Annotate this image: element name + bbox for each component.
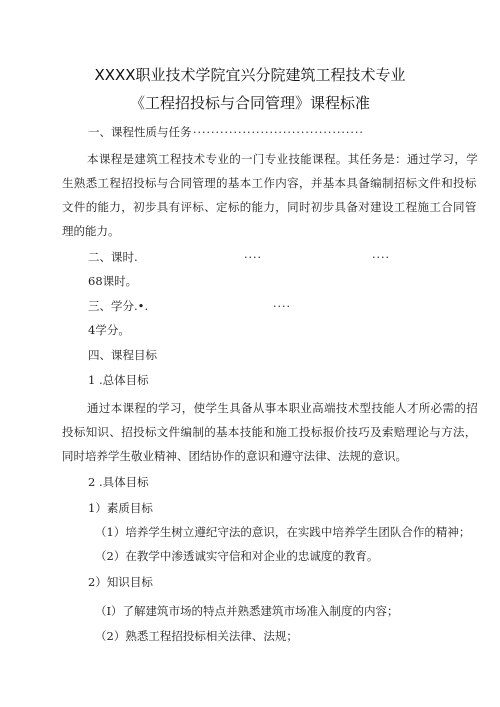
overall-goal-para-line-1: 通过本课程的学习，使学生具备从事本职业高端技术型技能人才所必需的招 xyxy=(87,401,479,415)
section-1-para-line-4: 理的能力。 xyxy=(62,224,120,238)
section-2-leader-dots-2: .... xyxy=(372,248,390,261)
section-1-para-line-2: 生熟悉工程招投标与合同管理的基本工作内容，并基本具备编制招标文件和投标 xyxy=(62,176,477,190)
overall-goal-para-line-2: 投标知识、招投标文件编制的基本技能和施工投标报价技巧及索赔理论与方法， xyxy=(62,425,477,439)
document-title-line-1: XXXX职业技术学院宜兴分院建筑工程技术专业 xyxy=(94,66,406,84)
section-2-value: 68课时。 xyxy=(88,274,138,288)
section-2-leader-dots-1: .... xyxy=(244,248,262,261)
knowledge-goal-item-2: （2）熟悉工程招投标相关法律、法规； xyxy=(95,629,298,643)
section-1-para-line-3: 文件的能力，初步具有评标、定标的能力，同时初步具备对建设工程施工合同管 xyxy=(62,200,477,214)
quality-goal-item-2: （2）在教学中渗透诚实守信和对企业的忠诚度的教育。 xyxy=(95,549,379,563)
section-4-prefix: 四、 xyxy=(88,348,111,362)
knowledge-goal-item-1: （I）了解建筑市场的特点并熟悉建筑市场准入制度的内容； xyxy=(95,604,399,618)
overall-goal-heading: 1 .总体目标 xyxy=(88,373,149,387)
section-3-leader-dots: .... xyxy=(273,297,291,310)
section-1-heading-rest: 与任务 xyxy=(157,125,192,139)
section-2-heading: 二、课时. xyxy=(88,250,138,264)
document-title-line-2: 《工程招投标与合同管理》课程标准 xyxy=(129,94,370,112)
section-1-heading xyxy=(88,124,192,140)
specific-goal-heading: 2 .具体目标 xyxy=(88,475,149,489)
section-1-prefix: 一、 xyxy=(88,125,111,139)
section-1-leader-dots: ...................................... xyxy=(193,123,364,136)
knowledge-goal-heading: 2）知识目标 xyxy=(88,575,153,589)
section-4-heading-strong: 课程目标 xyxy=(111,348,157,362)
section-3-heading: 三、学分.•. xyxy=(88,299,149,313)
section-4-heading xyxy=(88,347,157,363)
overall-goal-para-line-3: 同时培养学生敬业精神、团结协作的意识和遵守法律、法规的意识。 xyxy=(62,449,407,463)
quality-goal-item-1: （1）培养学生树立遵纪守法的意识，在实践中培养学生团队合作的精神； xyxy=(95,525,471,539)
section-1-para-line-1: 本课程是建筑工程技术专业的一门专业技能课程。其任务是：通过学习，学 xyxy=(87,152,479,166)
section-1-heading-strong: 课程性质 xyxy=(111,125,157,139)
section-3-value: 4学分。 xyxy=(88,323,130,337)
quality-goal-heading: 1）素质目标 xyxy=(88,501,153,515)
